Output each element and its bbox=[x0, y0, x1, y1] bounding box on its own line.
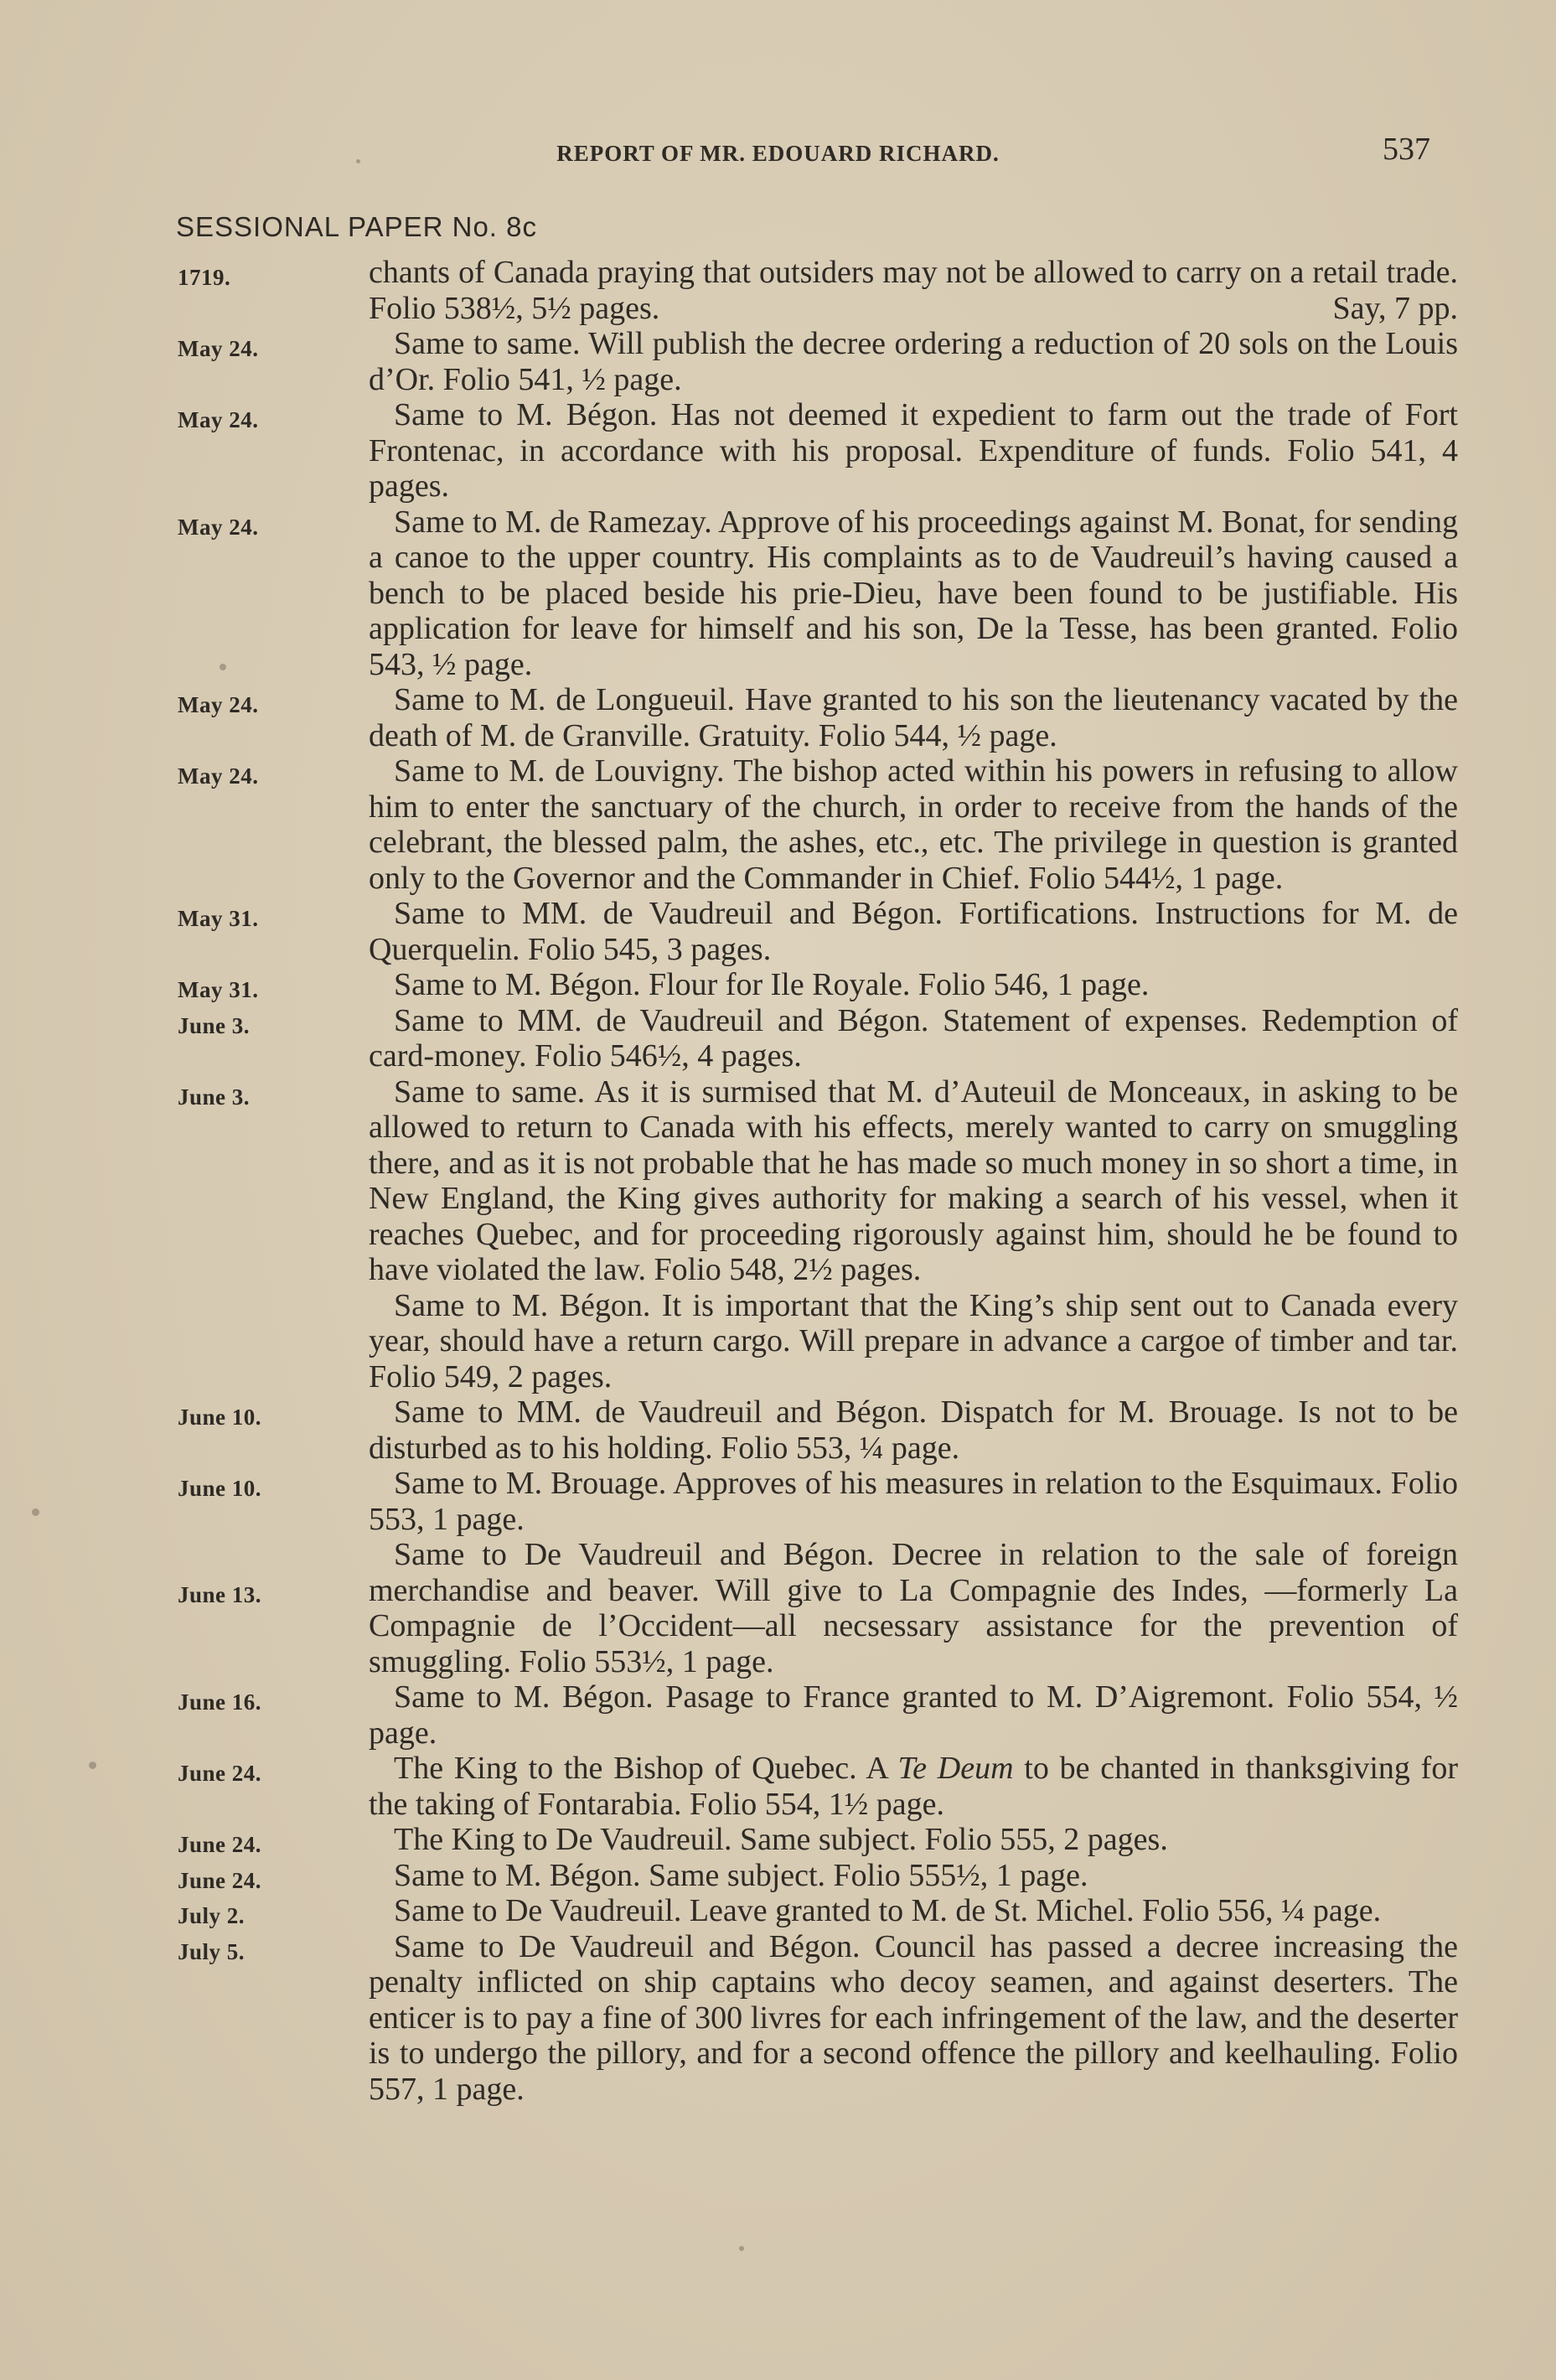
entry-june-16 bbox=[0, 1679, 1556, 1751]
entry-text: The King to De Vaudreuil. Same subject. Folio 555, 2 pages. bbox=[394, 1822, 1168, 1857]
entry-date: May 31. bbox=[178, 906, 259, 931]
running-head: REPORT OF MR. EDOUARD RICHARD. bbox=[556, 141, 1000, 166]
entry-date: June 3. bbox=[178, 1084, 251, 1110]
ink-spot bbox=[89, 1762, 96, 1769]
entry-text-body: chants of Canada praying that outsiders may not be allowed to carry on a retail trade. Folio 538½, 5½ pages. bbox=[369, 255, 1458, 326]
entry-text: Same to MM. de Vaudreuil and Bégon. Dispatch for M. Brouage. Is not to be disturbed as to his holding. Folio 553, ¼ page. bbox=[369, 1394, 1458, 1466]
entry-may-24-a bbox=[0, 326, 1556, 397]
entry-date: June 13. bbox=[178, 1582, 262, 1607]
entry-may-24-d bbox=[0, 682, 1556, 753]
entry-text: Same to M. Bégon. Has not deemed it expedient to farm out the trade of Fort Frontenac, in accordance with his proposal. Expenditure of funds. Folio 541, 4 pages. bbox=[369, 397, 1458, 504]
entry-july-2 bbox=[0, 1893, 1556, 1929]
te-deum-phrase: Te Deum bbox=[897, 1751, 1014, 1786]
page-number: 537 bbox=[1383, 132, 1430, 167]
entry-date: May 24. bbox=[178, 514, 259, 540]
entry-text: Same to M. Brouage. Approves of his measures in relation to the Esquimaux. Folio 553, 1 page. bbox=[369, 1466, 1458, 1537]
entry-text: Same to M. Bégon. Pasage to France granted to M. D’Aigremont. Folio 554, ½ page. bbox=[369, 1679, 1458, 1751]
entry-text bbox=[369, 1751, 1458, 1822]
entry-may-31-b bbox=[0, 967, 1556, 1003]
entry-1719 bbox=[0, 255, 1556, 326]
entry-june-24-b bbox=[0, 1822, 1556, 1858]
entry-july-5 bbox=[0, 1929, 1556, 2108]
entry-text bbox=[369, 255, 1458, 326]
entry-text: Same to De Vaudreuil and Bégon. Decree in relation to the sale of foreign merchandise and beaver. Will give to La Compagnie des Indes, —formerly La Compagnie de l’Occident—all necsessary assistance for the prevention of smuggling. Folio 553½, 1 page. bbox=[369, 1537, 1458, 1679]
entry-june-24-a bbox=[0, 1751, 1556, 1822]
entry-june-13 bbox=[0, 1537, 1556, 1679]
ink-spot bbox=[739, 2246, 744, 2251]
entry-date: June 24. bbox=[178, 1832, 262, 1857]
entry-text: Same to M. de Ramezay. Approve of his proceedings against M. Bonat, for sending a canoe to the upper country. His complaints as to de Vaudreuil’s having caused a bench to be placed beside his prie-Dieu, have been found to be justifiable. His application for leave for himself and his son, De la Tesse, has been granted. Folio 543, ½ page. bbox=[369, 504, 1458, 682]
entry-text: Same to M. Bégon. It is important that the King’s ship sent out to Canada every year, should have a return cargo. Will prepare in advance a cargoe of timber and tar. Folio 549, 2 pages. bbox=[369, 1287, 1458, 1394]
entry-date: June 16. bbox=[178, 1689, 262, 1715]
entry-june-3-a bbox=[0, 1003, 1556, 1074]
entry-text: Same to M. Bégon. Same subject. Folio 555½, 1 page. bbox=[394, 1857, 1088, 1893]
entry-text: Same to M. de Longueuil. Have granted to his son the lieutenancy vacated by the death of M. de Granville. Gratuity. Folio 544, ½ page. bbox=[369, 682, 1458, 753]
entry-text: Same to M. Bégon. Flour for Ile Royale. Folio 546, 1 page. bbox=[394, 967, 1150, 1002]
entry-text: Same to MM. de Vaudreuil and Bégon. Fortifications. Instructions for M. de Querquelin. Folio 545, 3 pages. bbox=[369, 896, 1458, 967]
entry-text: Same to same. Will publish the decree ordering a reduction of 20 sols on the Louis d’Or. Folio 541, ½ page. bbox=[369, 326, 1458, 397]
entry-date: June 24. bbox=[178, 1761, 262, 1786]
entry-text: Same to MM. de Vaudreuil and Bégon. Statement of expenses. Redemption of card-money. Folio 546½, 4 pages. bbox=[369, 1002, 1458, 1074]
entry-date: May 24. bbox=[178, 763, 259, 789]
entry-june-24-c bbox=[0, 1858, 1556, 1894]
entry-text-after: to be chanted in thanksgiving for the taking of Fontarabia. Folio 554, 1½ page. bbox=[369, 1751, 1458, 1822]
entry-text-before: The King to the Bishop of Quebec. A bbox=[394, 1751, 898, 1786]
entry-text: Same to M. de Louvigny. The bishop acted within his powers in refusing to allow him to enter the sanctuary of the church, in order to receive from the hands of the celebrant, the blessed palm, the ashes, etc., etc. The privilege in question is granted only to the Governor and the Commander in Chief. Folio 544½, 1 page. bbox=[369, 753, 1458, 896]
entry-date: June 10. bbox=[178, 1405, 262, 1430]
entry-date: June 24. bbox=[178, 1867, 262, 1893]
entry-june-10-b bbox=[0, 1466, 1556, 1537]
entry-undated bbox=[0, 1288, 1556, 1395]
ink-spot bbox=[356, 159, 360, 163]
entry-text: Same to same. As it is surmised that M. d’Auteuil de Monceaux, in asking to be allowed to return to Canada with his effects, merely wanted to carry on smuggling there, and as it is not probable that he has made so much money in so short a time, in New England, the King gives authority for making a search of his vessel, when it reaches Quebec, and for proceeding rigorously against him, should he be found to have violated the law. Folio 548, 2½ pages. bbox=[369, 1074, 1458, 1287]
entry-text: Same to De Vaudreuil. Leave granted to M. de St. Michel. Folio 556, ¼ page. bbox=[394, 1893, 1382, 1928]
entry-date: May 24. bbox=[178, 692, 259, 717]
entry-date: May 24. bbox=[178, 407, 259, 432]
entry-date: May 31. bbox=[178, 977, 259, 1002]
entry-may-24-b bbox=[0, 397, 1556, 504]
entry-date: May 24. bbox=[178, 336, 259, 361]
entries-list bbox=[0, 255, 1556, 2107]
entry-date: 1719. bbox=[178, 265, 231, 290]
ink-spot bbox=[32, 1508, 39, 1516]
ink-spot bbox=[220, 664, 226, 670]
entry-june-10-a bbox=[0, 1394, 1556, 1466]
entry-text: Same to De Vaudreuil and Bégon. Council has passed a decree increasing the penalty inflicted on ship captains who decoy seamen, and against deserters. The enticer is to pay a fine of 300 livres for each infringement of the law, and the deserter is to undergo the pillory, and for a second offence the pillory and keelhauling. Folio 557, 1 page. bbox=[369, 1928, 1458, 2107]
entry-may-24-c bbox=[0, 504, 1556, 683]
entry-date: July 2. bbox=[178, 1903, 246, 1928]
entry-june-3-b bbox=[0, 1074, 1556, 1288]
entry-date: June 10. bbox=[178, 1476, 262, 1501]
entry-may-24-e bbox=[0, 753, 1556, 896]
sessional-paper-label: SESSIONAL PAPER No. 8c bbox=[176, 211, 537, 242]
entry-date: July 5. bbox=[178, 1938, 246, 1964]
entry-date: June 3. bbox=[178, 1012, 251, 1038]
entry-note: Say, 7 pp. bbox=[1332, 290, 1458, 326]
entry-may-31-a bbox=[0, 896, 1556, 967]
